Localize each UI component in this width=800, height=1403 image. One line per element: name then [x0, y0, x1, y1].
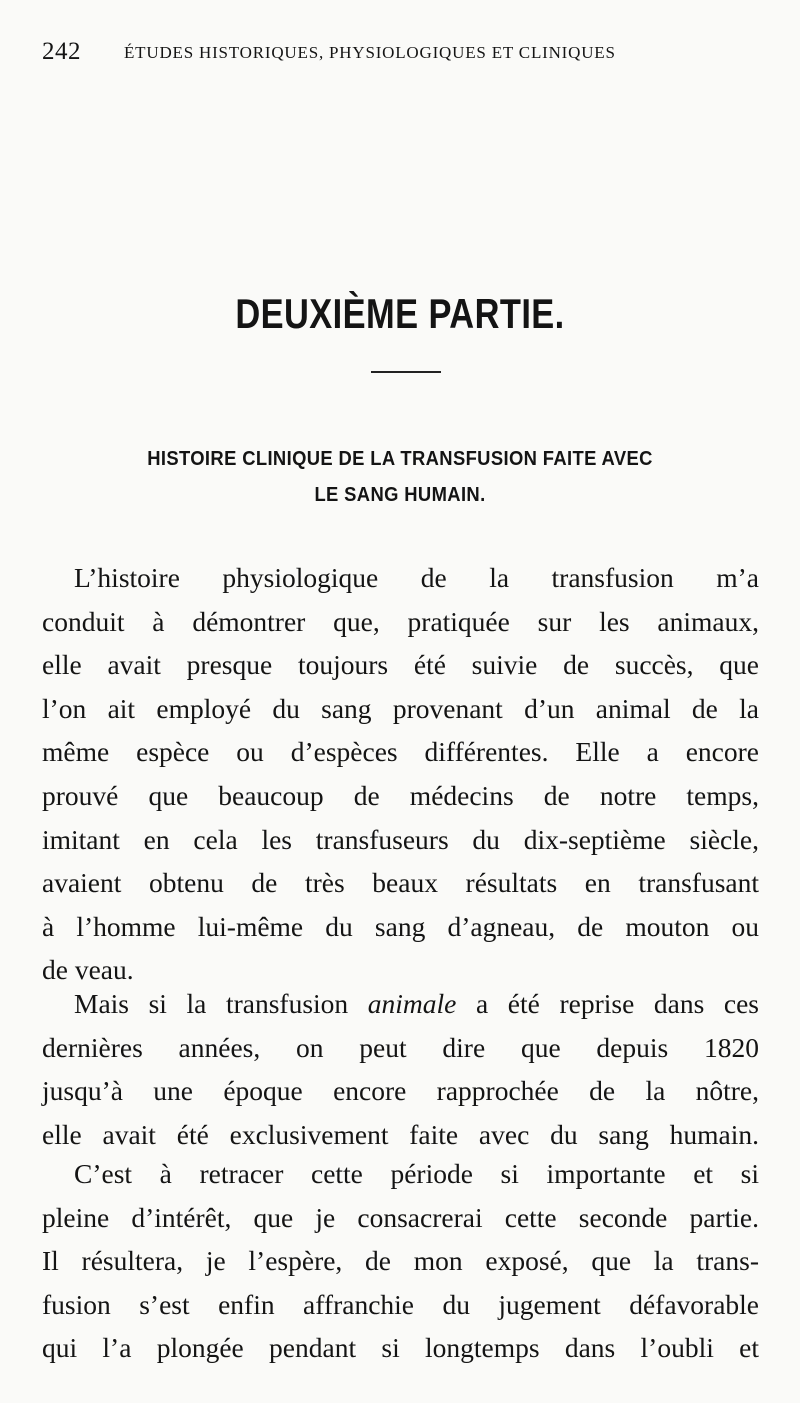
text-line: elle avait presque toujours été suivie de succès, que [42, 649, 759, 681]
text-line: l’on ait employé du sang provenant d’un animal de la [42, 692, 759, 724]
text-line: fusion s’est enfin affranchie du jugement défavorable [42, 1288, 759, 1320]
text-line: de veau. [42, 954, 134, 986]
text-line: pleine d’intérêt, que je consacrerai cette seconde partie. [42, 1201, 759, 1233]
text-line: qui l’a plongée pendant si longtemps dans l’oubli et [42, 1332, 759, 1364]
text-line: Il résultera, je l’espère, de mon exposé, que la trans- [42, 1245, 759, 1277]
text-line: prouvé que beaucoup de médecins de notre temps, [42, 779, 759, 811]
text-line: L’histoire physiologique de la transfusion m’a [74, 562, 759, 593]
chapter-heading [32, 441, 768, 513]
running-title: ÉTUDES HISTORIQUES, PHYSIOLOGIQUES ET CLINIQUES [124, 43, 616, 62]
paragraph-3 [42, 1152, 759, 1370]
text-line: à l’homme lui-même du sang d’agneau, de mouton ou [42, 910, 759, 942]
text-line: C’est à retracer cette période si importante et si [74, 1158, 759, 1189]
paragraph-2 [42, 982, 759, 1156]
part-title: DEUXIÈME PARTIE. [235, 290, 565, 337]
text-line: elle avait été exclusivement faite avec du sang humain. [42, 1118, 759, 1150]
page-number: 242 [42, 38, 81, 65]
text-line: même espèce ou d’espèces différentes. Elle a encore [42, 736, 759, 768]
chapter-heading-line-2: LE SANG HUMAIN. [314, 484, 486, 506]
emphasis-animale: animale [367, 988, 457, 1019]
text-line: Mais si la transfusion animale a été reprise dans ces [74, 988, 759, 1019]
paragraph-1 [42, 556, 759, 992]
text-line: imitant en cela les transfuseurs du dix-septième siècle, [42, 823, 759, 855]
text-line: conduit à démontrer que, pratiquée sur les animaux, [42, 605, 759, 637]
title-rule [371, 371, 441, 373]
text-line: avaient obtenu de très beaux résultats en transfusant [42, 867, 759, 899]
chapter-heading-line-1: HISTOIRE CLINIQUE DE LA TRANSFUSION FAITE AVEC [147, 448, 653, 470]
text-line: jusqu’à une époque encore rapprochée de la nôtre, [42, 1075, 759, 1107]
running-head [42, 38, 760, 68]
text-line: dernières années, on peut dire que depuis 1820 [42, 1031, 759, 1063]
